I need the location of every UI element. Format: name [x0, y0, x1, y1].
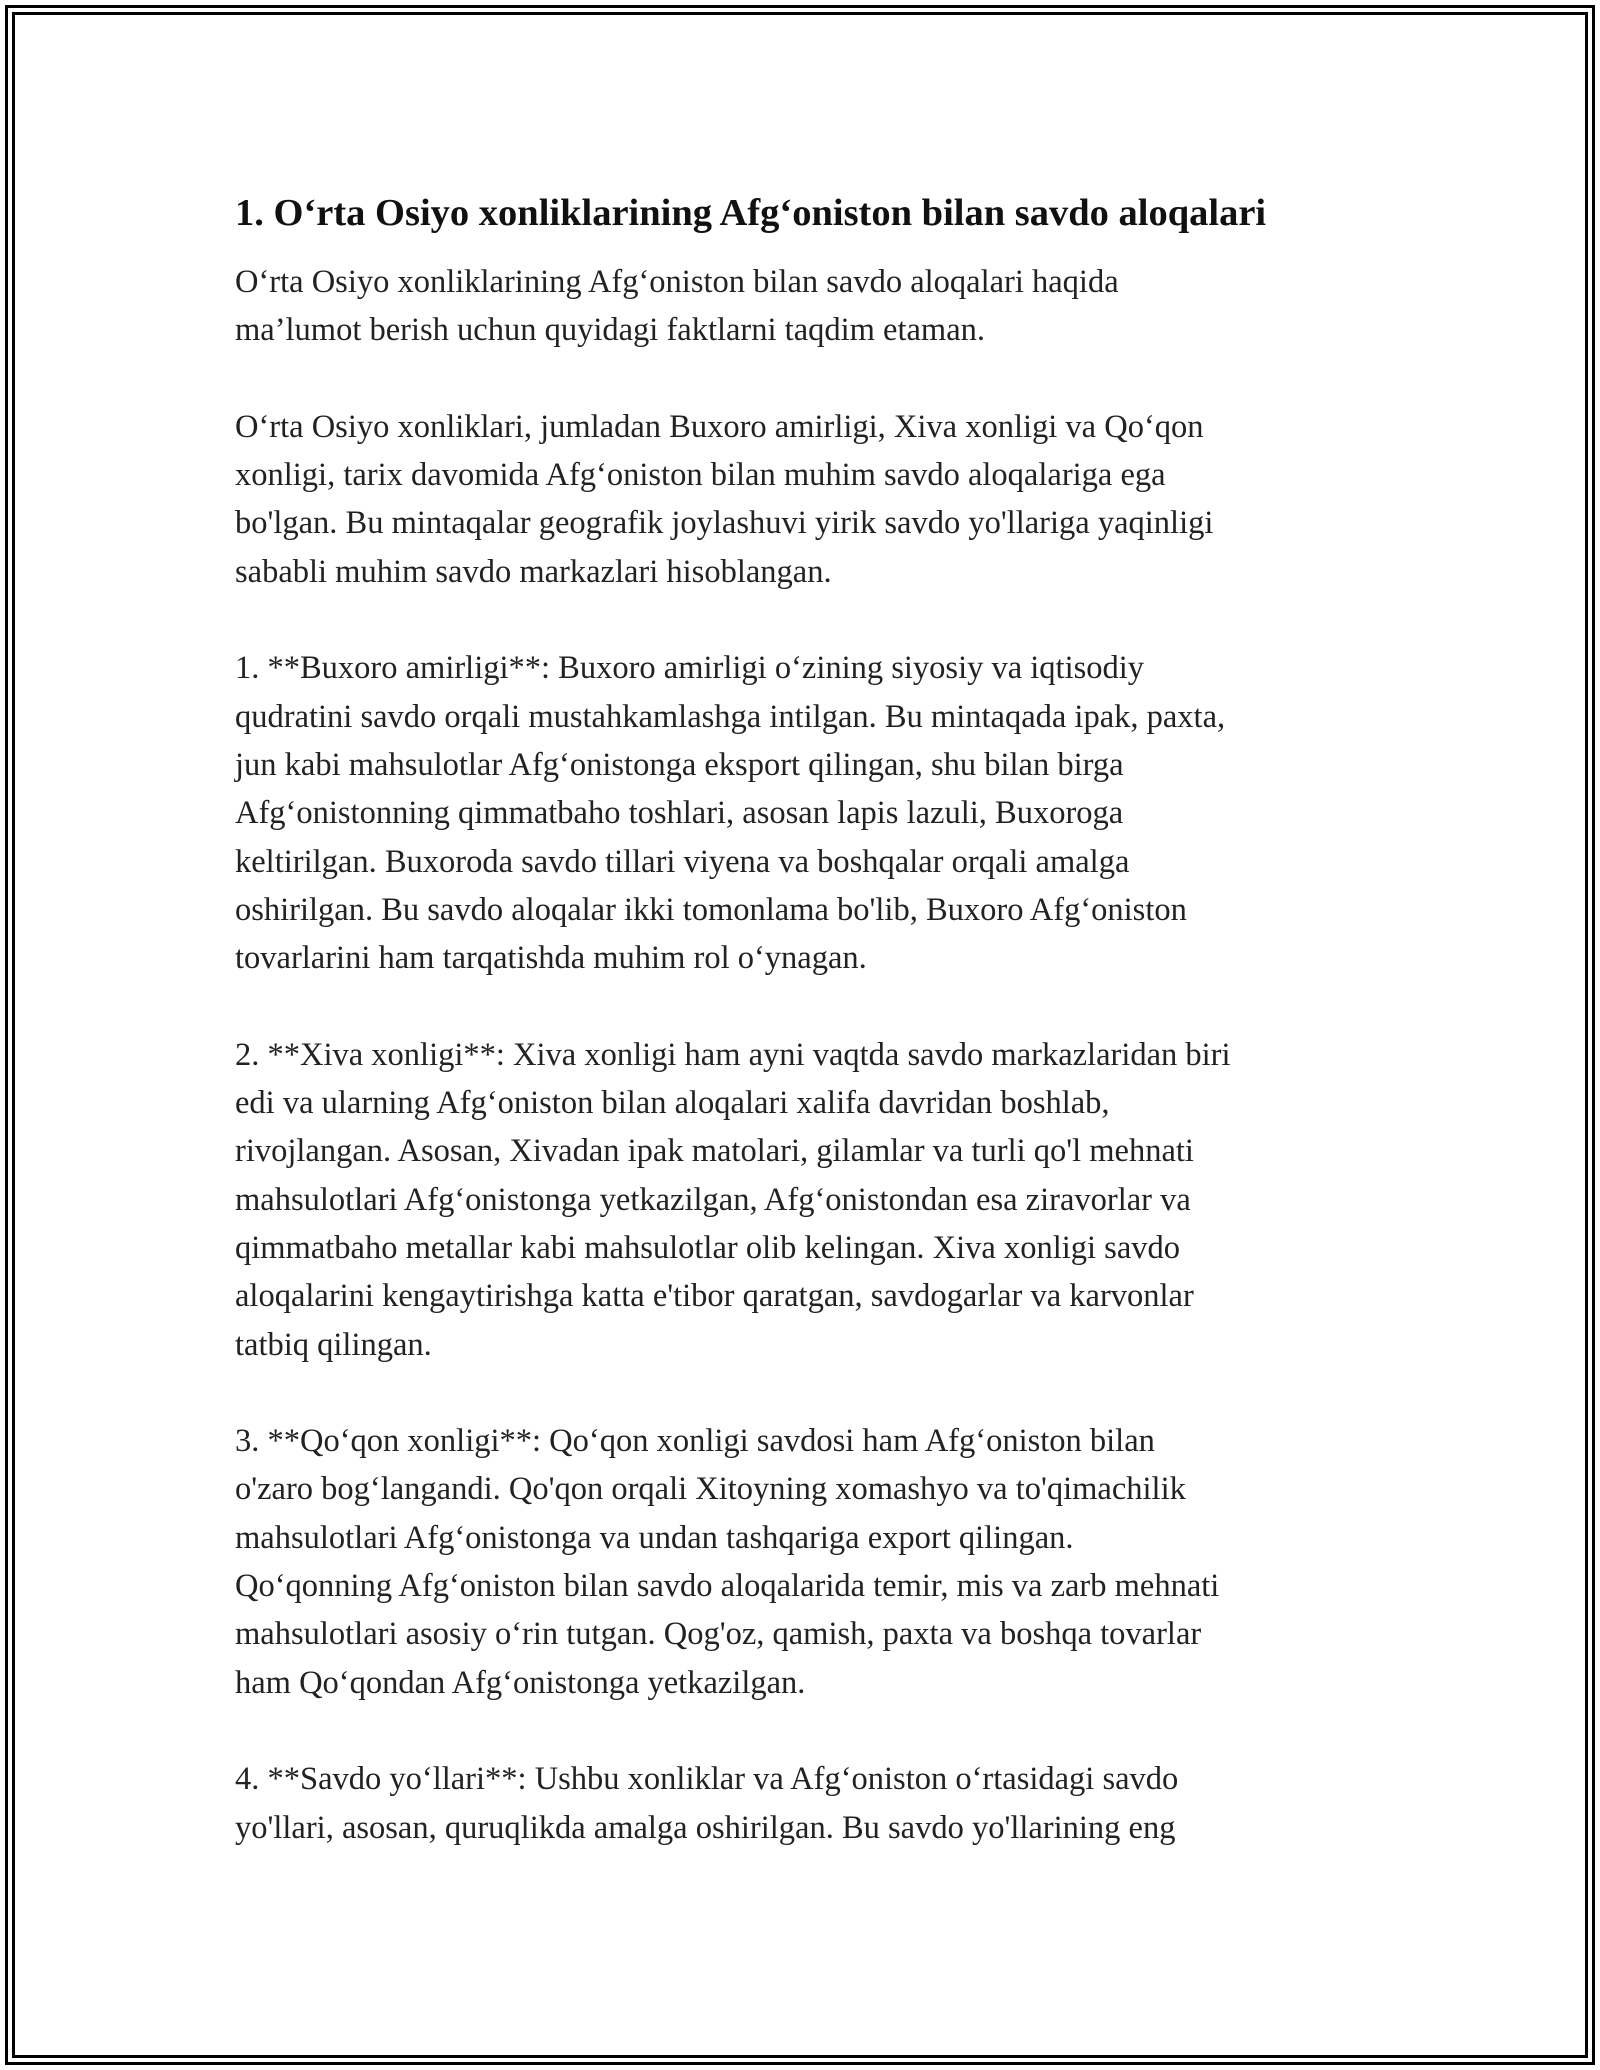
- text-line: tovarlarini ham tarqatishda muhim rol o‘ynagan.: [235, 940, 867, 977]
- paragraph-overview: [235, 403, 1365, 596]
- paragraph-savdo-yollari: [235, 1755, 1365, 1852]
- text-line: jun kabi mahsulotlar Afg‘onistonga eksport qilingan, shu bilan birga: [235, 746, 1124, 783]
- text-line: ma’lumot berish uchun quyidagi faktlarni taqdim etaman.: [235, 312, 986, 349]
- text-line: yo'llari, asosan, quruqlikda amalga oshirilgan. Bu savdo yo'llarining eng: [235, 1809, 1176, 1846]
- text-line: mahsulotlari Afg‘onistonga va undan tashqariga export qilingan.: [235, 1519, 1074, 1556]
- text-line: tatbiq qilingan.: [235, 1326, 432, 1363]
- text-line: mahsulotlari Afg‘onistonga yetkazilgan, Afg‘onistondan esa ziravorlar va: [235, 1181, 1191, 1218]
- text-line: edi va ularning Afg‘oniston bilan aloqalari xalifa davridan boshlab,: [235, 1085, 1110, 1122]
- text-line: rivojlangan. Asosan, Xivadan ipak matolari, gilamlar va turli qo'l mehnati: [235, 1133, 1194, 1170]
- text-line: 3. **Qo‘qon xonligi**: Qo‘qon xonligi savdosi ham Afg‘oniston bilan: [235, 1423, 1155, 1460]
- paragraph-buxoro: [235, 644, 1365, 982]
- text-line: ham Qo‘qondan Afg‘onistonga yetkazilgan.: [235, 1664, 806, 1701]
- text-line: 1. **Buxoro amirligi**: Buxoro amirligi o‘zining siyosiy va iqtisodiy: [235, 650, 1145, 687]
- text-line: oshirilgan. Bu savdo aloqalar ikki tomonlama bo'lib, Buxoro Afg‘oniston: [235, 891, 1187, 928]
- text-line: xonligi, tarix davomida Afg‘oniston bilan muhim savdo aloqalariga ega: [235, 457, 1166, 494]
- text-line: O‘rta Osiyo xonliklari, jumladan Buxoro amirligi, Xiva xonligi va Qo‘qon: [235, 408, 1204, 445]
- document-title: 1. O‘rta Osiyo xonliklarining Afg‘oniston bilan savdo aloqalari: [235, 192, 1267, 234]
- text-line: mahsulotlari asosiy o‘rin tutgan. Qog'oz, qamish, paxta va boshqa tovarlar: [235, 1616, 1202, 1653]
- text-line: 2. **Xiva xonligi**: Xiva xonligi ham ayni vaqtda savdo markazlaridan biri: [235, 1036, 1231, 1073]
- document-body: [235, 186, 1365, 1900]
- text-line: Qo‘qonning Afg‘oniston bilan savdo aloqalarida temir, mis va zarb mehnati: [235, 1568, 1220, 1605]
- text-line: 4. **Savdo yo‘llari**: Ushbu xonliklar va Afg‘oniston o‘rtasidagi savdo: [235, 1761, 1179, 1798]
- text-line: aloqalarini kengaytirishga katta e'tibor qaratgan, savdogarlar va karvonlar: [235, 1278, 1194, 1315]
- text-line: keltirilgan. Buxoroda savdo tillari viyena va boshqalar orqali amalga: [235, 843, 1130, 880]
- paragraph-intro: [235, 258, 1365, 355]
- text-line: Afg‘onistonning qimmatbaho toshlari, asosan lapis lazuli, Buxoroga: [235, 795, 1124, 832]
- text-line: bo'lgan. Bu mintaqalar geografik joylashuvi yirik savdo yo'llariga yaqinligi: [235, 505, 1214, 542]
- text-line: sababli muhim savdo markazlari hisoblangan.: [235, 553, 832, 590]
- paragraph-xiva: [235, 1031, 1365, 1369]
- text-line: qudratini savdo orqali mustahkamlashga intilgan. Bu mintaqada ipak, paxta,: [235, 698, 1226, 735]
- paragraph-qoqon: [235, 1417, 1365, 1707]
- text-line: o'zaro bog‘langandi. Qo'qon orqali Xitoyning xomashyo va to'qimachilik: [235, 1471, 1186, 1508]
- text-line: qimmatbaho metallar kabi mahsulotlar olib kelingan. Xiva xonligi savdo: [235, 1229, 1181, 1266]
- text-line: O‘rta Osiyo xonliklarining Afg‘oniston bilan savdo aloqalari haqida: [235, 264, 1119, 300]
